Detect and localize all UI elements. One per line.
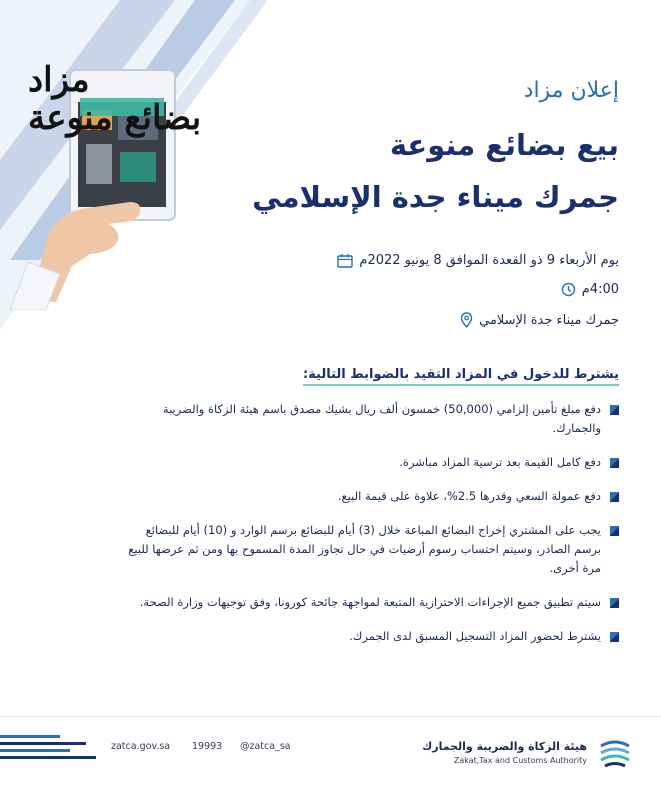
- hero-word-line2: بضائع منوعة: [28, 98, 202, 138]
- condition-text: يجب على المشتري إخراج البضائع المباعة خلال (3) أيام للبضائع برسم الوارد و (10) أيام للبضائع برسم الصادر، وسيتم احتساب رسوم أرضيات في حال تجاوز المدة المسموح بها ومن ثم عرضها للبيع مرة أخرى.: [128, 523, 601, 575]
- condition-item: [119, 627, 619, 646]
- footer-phone: 19993: [192, 741, 223, 752]
- bullet-square-icon: [610, 632, 619, 642]
- bullet-square-icon: [610, 492, 619, 502]
- brand-name-arabic: هيئة الزكاة والضريبة والجمارك: [422, 739, 587, 753]
- condition-text: دفع عمولة السعي وقدرها 2.5%، علاوة على قيمة البيع.: [337, 489, 601, 503]
- condition-text: سيتم تطبيق جميع الإجراءات الاحترازية المتبعة لمواجهة جائحة كورونا، وفق توجيهات وزارة الصحة.: [139, 595, 601, 609]
- footer-stripes-decoration: [0, 735, 100, 765]
- condition-item: [119, 521, 619, 578]
- brand-name-english: Zakat,Tax and Customs Authority: [453, 755, 587, 765]
- zatca-logo-icon: [597, 730, 633, 774]
- authority-brand: [422, 730, 633, 774]
- conditions-heading: يشترط للدخول في المزاد التقيد بالضوابط التالية:: [303, 367, 619, 386]
- info-date-row: [337, 253, 619, 268]
- condition-item: [119, 453, 619, 472]
- card-photo-item-4: [120, 152, 156, 182]
- info-location-text: جمرك ميناء جدة الإسلامي: [479, 312, 619, 328]
- condition-text: دفع كامل القيمة بعد ترسية المزاد مباشرة.: [399, 455, 601, 469]
- clock-icon: [561, 282, 576, 297]
- condition-text: يشترط لحضور المزاد التسجيل المسبق لدى الجمرك.: [349, 629, 601, 643]
- bullet-square-icon: [610, 598, 619, 608]
- calendar-icon: [337, 253, 353, 268]
- title-line2: جمرك ميناء جدة الإسلامي: [252, 180, 619, 214]
- footer-website[interactable]: zatca.gov.sa: [111, 741, 171, 752]
- location-pin-icon: [460, 312, 473, 328]
- condition-item: [119, 400, 619, 438]
- info-location-row: [460, 312, 619, 328]
- info-time-row: [561, 282, 619, 297]
- bullet-square-icon: [610, 458, 619, 468]
- footer-social-handle[interactable]: @zatca_sa: [240, 741, 291, 752]
- bullet-square-icon: [610, 405, 619, 415]
- footer-divider: [0, 716, 661, 717]
- info-time-text: 4:00م: [581, 282, 619, 297]
- info-date-text: يوم الأربعاء 9 ذو القعدة الموافق 8 يونيو 2022م: [359, 253, 619, 268]
- bullet-square-icon: [610, 526, 619, 536]
- condition-item: [119, 593, 619, 612]
- hero-word-line1: مزاد: [28, 60, 90, 100]
- hero-illustration: [10, 40, 210, 310]
- card-photo-item-3: [86, 144, 112, 184]
- announce-label: إعلان مزاد: [523, 78, 619, 103]
- condition-text: دفع مبلغ تأمين إلزامي (50,000) خمسون ألف ريال بشيك مصدق باسم هيئة الزكاة والضريبة والجمارك.: [162, 402, 601, 435]
- condition-item: [119, 487, 619, 506]
- conditions-list: [119, 400, 619, 661]
- title-line1: بيع بضائع منوعة: [389, 128, 619, 162]
- brand-text: [422, 740, 587, 765]
